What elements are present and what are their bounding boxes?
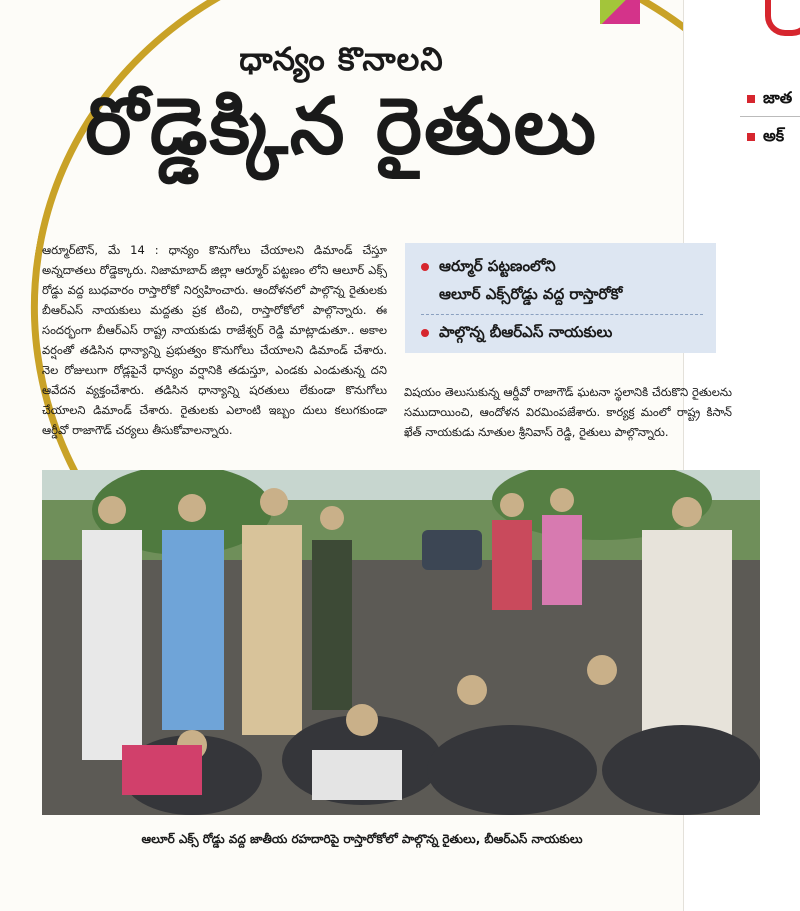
photo-caption: ఆలూర్ ఎక్స్ రోడ్డు వద్ద జాతీయ రహదారిపై రాస్తారోకోలో పాల్గొన్న రైతులు, బీఆర్ఎస్ నాయకులు <box>141 832 583 846</box>
article-body-left <box>42 240 387 440</box>
highlight-box <box>405 243 716 353</box>
news-photo <box>42 470 760 815</box>
adjacent-divider <box>740 116 800 117</box>
protest-photo-illustration <box>42 470 760 815</box>
adjacent-item-2: అక్ <box>747 126 784 149</box>
adjacent-item-1: జాత <box>747 88 792 111</box>
paragraph: విషయం తెలుసుకున్న ఆర్డీవో రాజాగౌడ్ ఘటనా స్థలానికి చేరుకొని రైతులను సముదాయించి, ఆందోళన విరమింపజేశారు. కార్యక్ర మంలో రాష్ట్ర కిసాన్ ఖేత్ నాయకుడు నూతుల శ్రీనివాస్ రెడ్డి, రైతులు పాల్గొన్నారు. <box>404 385 732 439</box>
article-body-right <box>404 382 732 442</box>
paragraph: ఆర్మూర్‌టౌన్, మే 14 : ధాన్యం కొనుగోలు చేయాలని డిమాండ్ చేస్తూ అన్నదాతలు రోడ్డెక్కారు. నిజామాబాద్ జిల్లా ఆర్మూర్ పట్టణం లోని ఆలూర్ ఎక్స్ రోడ్డు వద్ద బుధవారం రాస్తారోకో నిర్వహించారు. ఆందోళనలో పాల్గొన్న రైతులకు బీఆర్ఎస్ నాయకులు మద్దతు ప్రక టించి, రాస్తారోకోలో పాల్గొన్నారు. ఈ సందర్భంగా బీఆర్ఎస్ రాష్ట్ర నాయకుడు రాజేశ్వర్ రెడ్డి మాట్లాడుతూ.. అకాల వర్షంతో తడిసిన ధాన్యాన్ని ప్రభుత్వం కొనుగోలు చేయాలని డిమాండ్ చేశారు. నెల రోజులుగా రోడ్లపైనే ధాన్యం వర్షానికి తడుస్తూ, ఎండకు ఎండుతున్న దని ఆవేదన వ్యక్తంచేశారు. తడిసిన ధాన్యాన్ని షరతులు లేకుండా కొనుగోలు చేయాలని డిమాండ్ చేశారు. రైతులకు ఎలాంటి ఇబ్బం దులు కలుగకుండా ఆర్డీవో రాజాగౌడ్ చర్యలు తీసుకోవాలన్నారు. <box>42 243 387 437</box>
square-bullet-icon <box>747 95 755 103</box>
bullet-dot-icon <box>421 329 429 337</box>
square-bullet-icon <box>747 133 755 141</box>
kicker-title: ధాన్యం కొనాలని <box>239 40 444 78</box>
brand-logo-mark <box>600 0 640 24</box>
highlight-divider <box>421 314 703 315</box>
highlight-line-1: ఆర్మూర్ పట్టణంలోని <box>421 257 556 279</box>
highlight-line-2: ఆలూర్ ఎక్స్‌రోడ్డు వద్ద రాస్తారోకో <box>439 285 623 303</box>
highlight-line-3: పాల్గొన్న బీఆర్ఎస్ నాయకులు <box>421 323 612 345</box>
bullet-dot-icon <box>421 263 429 271</box>
headline: రోడ్డెక్కిన రైతులు <box>85 82 598 172</box>
